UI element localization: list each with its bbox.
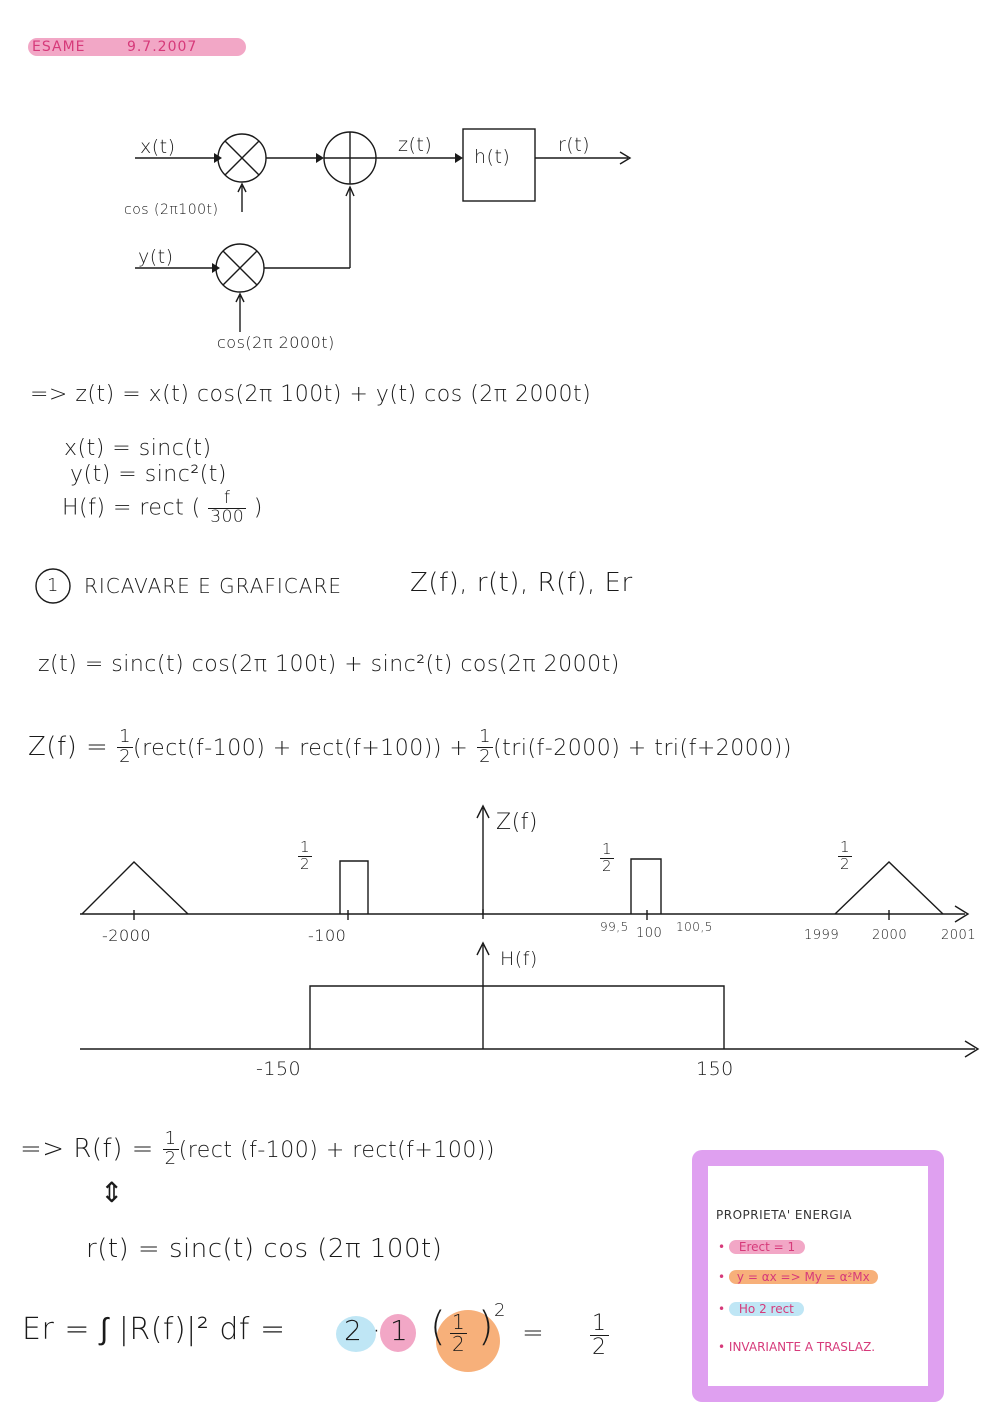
amp-label-neg-100: $\frac{1}{2}$ (300, 838, 311, 873)
r-output-label: r(t) (558, 134, 591, 156)
z-output-label: z(t) (398, 134, 433, 156)
h-plot-axis-label: H(f) (500, 948, 538, 970)
properties-title: PROPRIETA' ENERGIA (716, 1208, 852, 1222)
z-definition: => z(t) = x(t) cos(2π 100t) + y(t) cos (2π 2000t) (30, 382, 592, 407)
h-fraction: $\frac{f}{300}$ (210, 488, 245, 527)
cos1-label: cos (2π100t) (124, 202, 219, 218)
cos2-label: cos(2π 2000t) (217, 333, 335, 352)
z-substituted: z(t) = sinc(t) cos(2π 100t) + sinc²(t) cos(2π 2000t) (38, 652, 620, 677)
property-shift-invariant: • INVARIANTE A TRASLAZ. (718, 1340, 876, 1354)
tick-pos-150: 150 (696, 1058, 734, 1080)
tick-100: 100 (636, 926, 663, 941)
property-erect: • Erect = 1 (718, 1240, 805, 1254)
tick-100-5: 100,5 (676, 920, 713, 934)
x-definition: x(t) = sinc(t) (64, 436, 212, 461)
tick-neg-2000: -2000 (102, 926, 151, 945)
property-two-rect: • Ho 2 rect (718, 1302, 804, 1316)
z-plot-axis-label: Z(f) (496, 810, 538, 835)
er-square: 2 (494, 1300, 506, 1321)
amp-label-pos-100: $\frac{1}{2}$ (602, 840, 613, 875)
h-rect (310, 986, 724, 1049)
triangle-neg-2000 (82, 862, 188, 914)
property-scaling: • y = αx => My = α²Mx (718, 1270, 878, 1284)
filter-label: h(t) (474, 146, 511, 168)
y-definition: y(t) = sinc²(t) (70, 462, 227, 487)
er-equals: = (522, 1318, 545, 1348)
amp-label-pos-2000: $\frac{1}{2}$ (840, 838, 851, 873)
er-one: 1 (390, 1314, 409, 1347)
properties-box (692, 1150, 944, 1402)
rf-equation: => R(f) = $\frac{1}{2}$ (rect (f-100) + rect(f+100)) (20, 1128, 496, 1169)
tick-neg-100: -100 (308, 926, 347, 945)
er-half: $\frac{1}{2}$ (452, 1310, 466, 1356)
y-input-label: y(t) (138, 246, 174, 268)
tick-2000: 2000 (872, 928, 908, 943)
er-two: 2 (344, 1314, 363, 1347)
er-left: Er = ∫ |R(f)|² df = (22, 1312, 286, 1347)
task-title: RICAVARE E GRAFICARE (84, 574, 342, 598)
x-input-label: x(t) (140, 136, 176, 158)
tick-1999: 1999 (804, 928, 840, 943)
tick-neg-150: -150 (256, 1058, 302, 1080)
er-dot: · (372, 1314, 382, 1347)
exam-date: 9.7.2007 (126, 39, 198, 55)
exam-label: ESAME (32, 39, 86, 55)
er-paren-open: ( (430, 1304, 447, 1350)
tick-99-5: 99,5 (600, 920, 629, 934)
er-paren-close: ) (478, 1304, 495, 1350)
er-result: $\frac{1}{2}$ (592, 1311, 607, 1361)
rt-equation: r(t) = sinc(t) cos (2π 100t) (86, 1234, 443, 1264)
rect-pos-100 (631, 859, 661, 914)
equivalence-arrow: ⇕ (100, 1176, 124, 1209)
task-number: 1 (47, 575, 59, 596)
properties-inner (708, 1166, 928, 1386)
task-items: Z(f), r(t), R(f), Er (410, 568, 633, 598)
tick-2001: 2001 (941, 928, 977, 943)
zf-equation: Z(f) = $\frac{1}{2}$ (rect(f-100) + rect(f+100)) + $\frac{1}{2}$ (tri(f-2000) + tri(f+2000)) (28, 726, 792, 767)
rect-neg-100 (340, 861, 368, 914)
h-definition: H(f) = rect ( $\frac{f}{300}$ ) (62, 488, 263, 527)
